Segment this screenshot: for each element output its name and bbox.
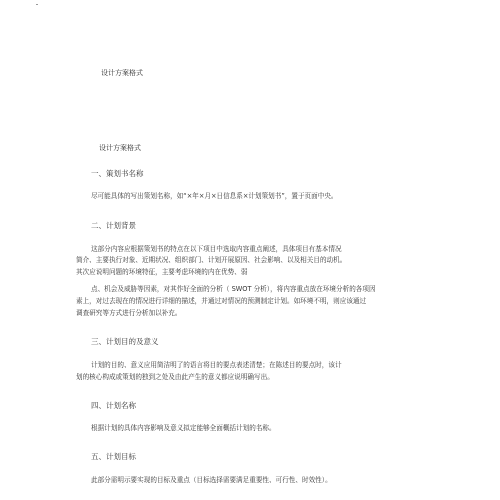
page-speck: [36, 4, 38, 5]
section-2-line-4: 点、机会及威胁等因素，对其作好全面的分析（ SWOT 分析），将内容重点放在环境分析的各项因: [91, 285, 376, 293]
section-2-line-1: 这部分内容应根据策划书的特点在以下项目中选取内容重点阐述，具体项目有基本情况: [91, 245, 342, 253]
section-2-line-3: 其次应说明问题的环境特征，主要考虑环境的内在优势、弱: [76, 268, 248, 276]
section-1-line-1: 尽可能具体的写出策划名称，如“×年×月×日信息系×计划策划书”，置于页面中央。: [91, 192, 338, 200]
top-title: 设计方案格式: [101, 69, 143, 77]
section-heading-2: 二、计划背景: [91, 221, 136, 230]
section-5-line-1: 此部分需明示要实现的目标及重点（目标选择需要满足重要性、可行性、时效性）。: [91, 476, 332, 484]
document-title: 设计方案格式: [99, 144, 141, 152]
section-2-line-6: 调查研究等方式进行分析加以补充。: [76, 309, 182, 317]
section-heading-3: 三、计划目的及意义: [91, 337, 159, 346]
section-2-line-5: 素上，对过去现在的情况进行详细的描述，并通过对情况的预测制定计划。如环境不明，则应该通过: [76, 297, 367, 305]
section-heading-1: 一、策划书名称: [91, 169, 144, 178]
section-heading-5: 五、计划目标: [91, 452, 136, 461]
section-4-line-1: 根据计划的具体内容影响及意义拟定能够全面概括计划的名称。: [91, 424, 276, 432]
section-3-line-2: 划的核心构成或策划的独到之处及由此产生的意义都应说明确写出。: [76, 373, 274, 381]
section-heading-4: 四、计划名称: [91, 401, 136, 410]
section-2-line-2: 简介、主要执行对象、近期状况、组织部门、计划开展原因、社会影响、以及相关目的动机。: [76, 256, 347, 264]
section-3-line-1: 计划的目的、意义应用简洁明了的语言将目的要点表述清楚；在陈述目的要点时，该计: [91, 361, 342, 369]
